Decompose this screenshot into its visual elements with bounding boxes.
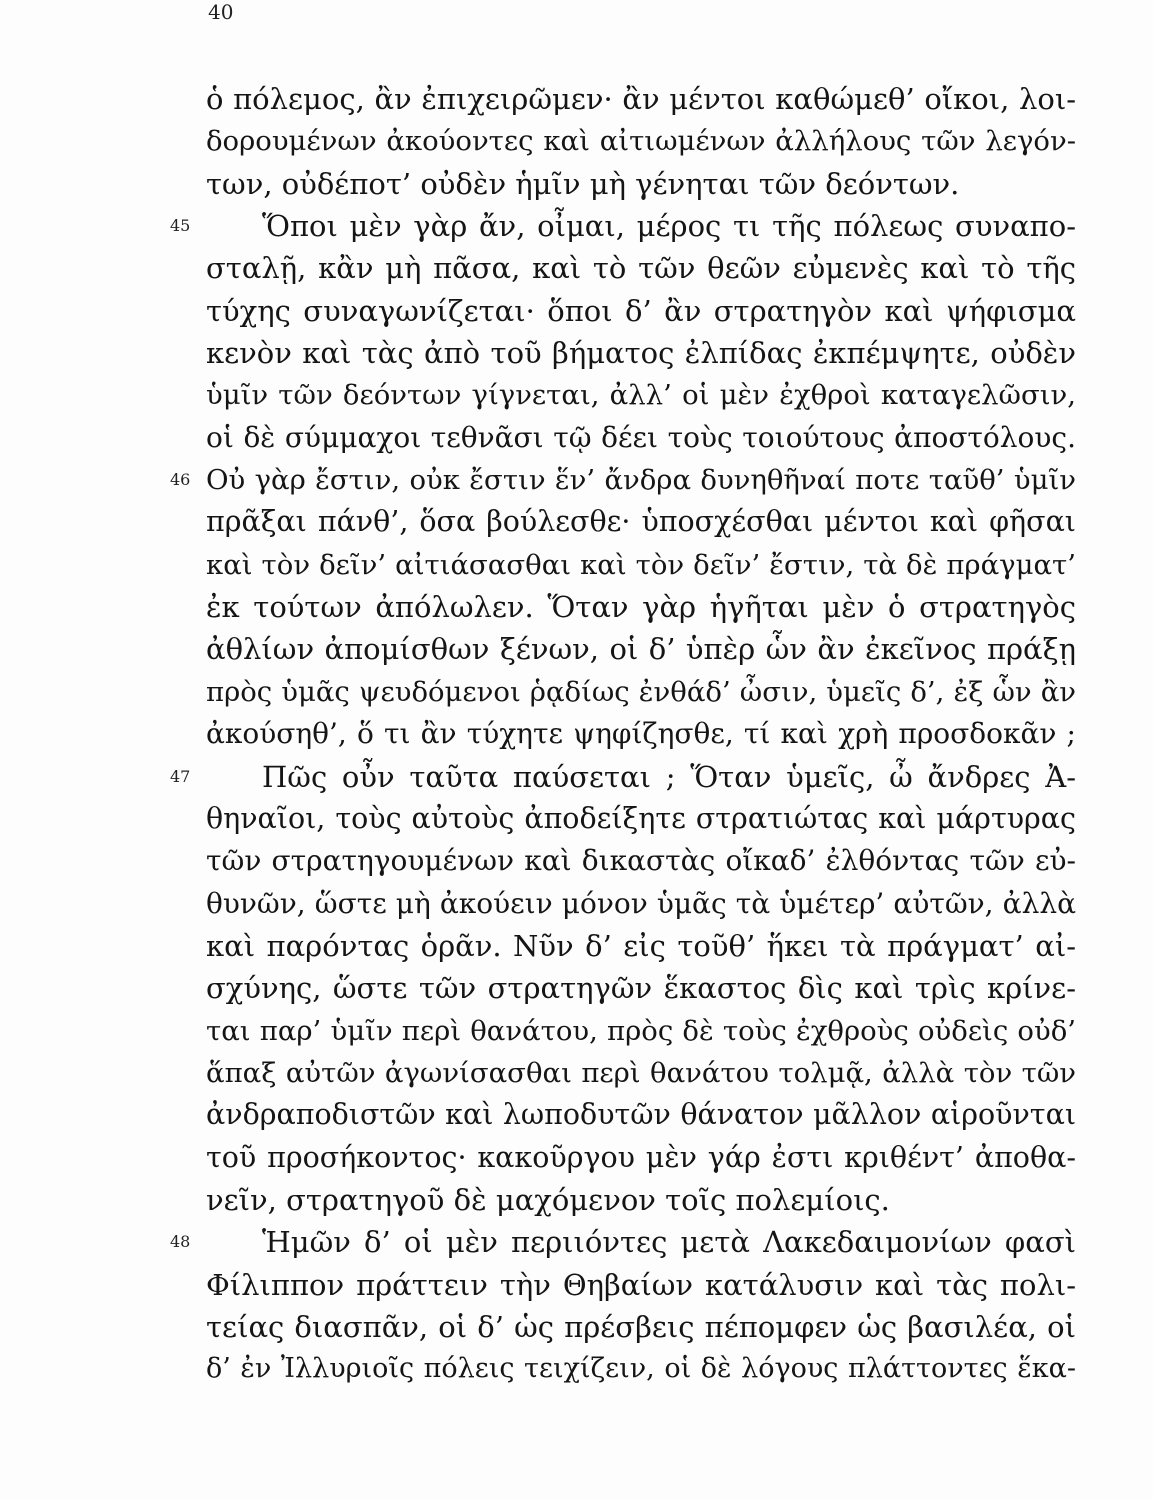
line-text: πρὸς ὑμᾶς ψευδόμενοι ῥᾳδίως ἐνθάδ’ ὦσιν, ὑμεῖς δ’, ἐξ ὧν ἂν — [206, 675, 1076, 708]
line-text: σταλῇ, κἂν μὴ πᾶσα, καὶ τὸ τῶν θεῶν εὐμενὲς καὶ τὸ τῆς — [206, 251, 1076, 286]
line-text: κενὸν καὶ τὰς ἀπὸ τοῦ βήματος ἐλπίδας ἐκπέμψητε, οὐδὲν — [206, 336, 1076, 371]
line-text: Πῶς οὖν ταῦτα παύσεται ; Ὅταν ὑμεῖς, ὦ ἄνδρες Ἀ- — [262, 759, 1076, 794]
text-line — [206, 163, 1076, 205]
line-text: Ἡμῶν δ’ οἱ μὲν περιιόντες μετὰ Λακεδαιμονίων φασὶ — [262, 1225, 1076, 1260]
line-text: οἱ δὲ σύμμαχοι τεθνᾶσι τῷ δέει τοὺς τοιούτους ἀποστόλους. — [206, 420, 1076, 454]
text-line — [206, 247, 1076, 289]
line-text: ἅπαξ αὐτῶν ἀγωνίσασθαι περὶ θανάτου τολμᾷ, ἀλλὰ τὸν τῶν — [206, 1056, 1076, 1089]
line-text: τείας διασπᾶν, οἱ δ’ ὡς πρέσβεις πέπομφεν ὡς βασιλέα, οἱ — [206, 1309, 1076, 1344]
text-line — [206, 120, 1076, 162]
line-text: σχύνης, ὥστε τῶν στρατηγῶν ἕκαστος δὶς καὶ τρὶς κρίνε- — [206, 971, 1076, 1006]
text-line — [206, 628, 1076, 670]
text-line — [170, 205, 1076, 247]
text-line — [206, 671, 1076, 713]
line-text: καὶ παρόντας ὁρᾶν. Νῦν δ’ εἰς τοῦθ’ ἥκει τὰ πράγματ’ αἰ- — [206, 928, 1076, 963]
text-line — [206, 1179, 1076, 1221]
line-text: δ’ ἐν Ἰλλυριοῖς πόλεις τειχίζειν, οἱ δὲ λόγους πλάττοντες ἕκα- — [206, 1353, 1076, 1385]
line-text: τύχης συναγωνίζεται· ὅποι δ’ ἂν στρατηγὸν καὶ ψήφισμα — [206, 293, 1076, 328]
line-text: ὑμῖν τῶν δεόντων γίγνεται, ἀλλ’ οἱ μὲν ἐχθροὶ καταγελῶσιν, — [206, 379, 1076, 412]
line-text: Ὅποι μὲν γὰρ ἄν, οἶμαι, μέρος τι τῆς πόλεως συναπο- — [262, 209, 1076, 244]
text-line — [206, 544, 1076, 586]
line-text: ἀκούσηθ’, ὅ τι ἂν τύχητε ψηφίζησθε, τί καὶ χρὴ προσδοκᾶν ; — [206, 717, 1076, 751]
section-number: 48 — [170, 1232, 191, 1252]
text-line — [206, 374, 1076, 416]
text-line — [206, 501, 1076, 543]
line-text: Οὐ γὰρ ἔστιν, οὐκ ἔστιν ἕν’ ἄνδρα δυνηθῆναί ποτε ταῦθ’ ὑμῖν — [206, 464, 1076, 497]
greek-text-body — [170, 78, 1076, 1391]
section-number: 45 — [170, 216, 191, 236]
text-line — [206, 586, 1076, 628]
text-line — [206, 1094, 1076, 1136]
text-line — [206, 840, 1076, 882]
page-number: 40 — [208, 0, 234, 24]
text-line — [170, 1221, 1076, 1263]
text-line — [206, 1264, 1076, 1306]
text-line — [206, 967, 1076, 1009]
text-line — [206, 1137, 1076, 1179]
line-text: των, οὐδέποτ’ οὐδὲν ἡμῖν μὴ γένηται τῶν δεόντων. — [206, 166, 960, 201]
text-line — [206, 713, 1076, 755]
text-line — [206, 798, 1076, 840]
line-text: νεῖν, στρατηγοῦ δὲ μαχόμενον τοῖς πολεμίοις. — [206, 1182, 890, 1217]
section-number: 46 — [170, 470, 191, 490]
text-line — [206, 883, 1076, 925]
text-line — [170, 756, 1076, 798]
text-line — [206, 1306, 1076, 1348]
line-text: ἀνδραποδιστῶν καὶ λωποδυτῶν θάνατον μᾶλλον αἱροῦνται — [206, 1098, 1076, 1132]
line-text: Φίλιππον πράττειν τὴν Θηβαίων κατάλυσιν καὶ τὰς πολι- — [206, 1267, 1076, 1302]
text-line — [206, 78, 1076, 120]
line-text: θυνῶν, ὥστε μὴ ἀκούειν μόνον ὑμᾶς τὰ ὑμέτερ’ αὐτῶν, ἀλλὰ — [206, 886, 1076, 920]
text-line — [206, 417, 1076, 459]
line-text: ἐκ τούτων ἀπόλωλεν. Ὅταν γὰρ ἡγῆται μὲν ὁ στρατηγὸς — [206, 590, 1076, 625]
text-line — [206, 290, 1076, 332]
text-line — [206, 1052, 1076, 1094]
text-line — [206, 1348, 1076, 1390]
text-line — [206, 1010, 1076, 1052]
text-line — [206, 925, 1076, 967]
line-text: καὶ τὸν δεῖν’ αἰτιάσασθαι καὶ τὸν δεῖν’ ἔστιν, τὰ δὲ πράγματ’ — [206, 548, 1076, 581]
text-line — [170, 459, 1076, 501]
line-text: τῶν στρατηγουμένων καὶ δικαστὰς οἴκαδ’ ἐλθόντας τῶν εὐ- — [206, 844, 1076, 878]
section-number: 47 — [170, 766, 191, 786]
line-text: τοῦ προσήκοντος· κακοῦργου μὲν γάρ ἐστι κριθέντ’ ἀποθα- — [206, 1140, 1076, 1174]
line-text: δορουμένων ἀκούοντες καὶ αἰτιωμένων ἀλλήλους τῶν λεγόν- — [206, 125, 1076, 158]
line-text: ἀθλίων ἀπομίσθων ξένων, οἱ δ’ ὑπὲρ ὧν ἂν ἐκεῖνος πράξῃ — [206, 632, 1076, 667]
line-text: ὁ πόλεμος, ἂν ἐπιχειρῶμεν· ἂν μέντοι καθώμεθ’ οἴκοι, λοι- — [206, 82, 1076, 116]
line-text: πρᾶξαι πάνθ’, ὅσα βούλεσθε· ὑποσχέσθαι μέντοι καὶ φῆσαι — [206, 505, 1076, 539]
text-line — [206, 332, 1076, 374]
line-text: θηναῖοι, τοὺς αὐτοὺς ἀποδείξητε στρατιώτας καὶ μάρτυρας — [206, 801, 1076, 835]
line-text: ται παρ’ ὑμῖν περὶ θανάτου, πρὸς δὲ τοὺς ἐχθροὺς οὐδεὶς οὐδ’ — [206, 1014, 1076, 1047]
